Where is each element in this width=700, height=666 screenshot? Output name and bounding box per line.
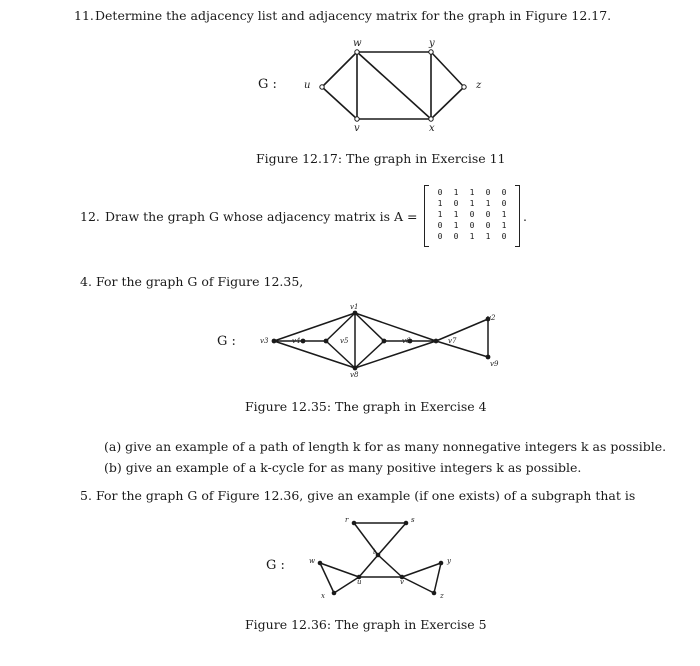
- matrix-row: 1 0 1 1 0: [437, 199, 507, 208]
- exercise-12-text: Draw the graph G whose adjacency matrix is A =: [105, 209, 418, 224]
- vertex-label-v: v: [400, 578, 404, 586]
- vertex-label-x: x: [321, 592, 325, 600]
- vertex-label-u: u: [304, 80, 311, 91]
- figure-12-17-graph: [300, 35, 500, 145]
- vertex-label-z: z: [476, 80, 482, 91]
- exercise-4-part-b: (b) give an example of a k-cycle for as many positive integers k as possible.: [104, 460, 582, 475]
- figure-12-17-graph-name: G :: [258, 77, 277, 92]
- exercise-5-text: For the graph G of Figure 12.36, give an example (if one exists) of a subgraph that is: [96, 488, 636, 503]
- matrix-row: 0 0 1 1 0: [437, 232, 507, 241]
- vertex-label-v8: v8: [350, 371, 359, 379]
- figure-12-36-caption: Figure 12.36: The graph in Exercise 5: [245, 617, 487, 632]
- exercise-4-text: For the graph G of Figure 12.35,: [96, 274, 304, 289]
- exercise-5-number: 5.: [80, 488, 92, 503]
- vertex-label-r: r: [345, 516, 349, 524]
- vertex-label-v6: v6: [402, 337, 411, 345]
- vertex-label-x: x: [429, 123, 435, 134]
- matrix-row: 0 1 1 0 0: [437, 188, 507, 197]
- vertex-label-v3: v3: [260, 337, 269, 345]
- vertex-label-v1: v1: [350, 303, 359, 311]
- vertex-label-u: u: [357, 578, 362, 586]
- matrix-row: 1 1 0 0 1: [437, 210, 507, 219]
- exercise-11-text: Determine the adjacency list and adjacency matrix for the graph in Figure 12.17.: [95, 8, 612, 23]
- vertex-label-z: z: [440, 592, 444, 600]
- vertex-label-v7: v7: [448, 337, 457, 345]
- figure-12-17-caption: Figure 12.17: The graph in Exercise 11: [256, 151, 506, 166]
- figure-12-35-caption: Figure 12.35: The graph in Exercise 4: [245, 399, 487, 414]
- exercise-4-number: 4.: [80, 274, 92, 289]
- vertex-label-t: t: [373, 548, 376, 556]
- figure-12-35-graph: [260, 305, 510, 385]
- vertex-label-v5: v5: [340, 337, 349, 345]
- vertex-label-v9: v9: [490, 360, 499, 368]
- figure-12-36-graph: [310, 515, 460, 605]
- vertex-label-w: w: [353, 38, 362, 49]
- vertex-label-v4: v4: [292, 337, 301, 345]
- exercise-12-period: .: [523, 209, 527, 224]
- vertex-label-y: y: [447, 557, 451, 565]
- exercise-12-number: 12.: [80, 209, 100, 224]
- adjacency-matrix: [424, 185, 520, 247]
- vertex-label-v: v: [354, 123, 360, 134]
- exercise-4-part-a: (a) give an example of a path of length k for as many nonnegative integers k as possible.: [104, 439, 667, 454]
- vertex-label-v2: v2: [487, 314, 496, 322]
- vertex-label-w: w: [309, 557, 315, 565]
- vertex-label-y: y: [429, 38, 435, 49]
- matrix-row: 0 1 0 0 1: [437, 221, 507, 230]
- exercise-11-number: 11.: [74, 8, 94, 23]
- figure-12-36-graph-name: G :: [266, 558, 285, 573]
- vertex-label-s: s: [411, 516, 415, 524]
- figure-12-35-graph-name: G :: [217, 334, 236, 349]
